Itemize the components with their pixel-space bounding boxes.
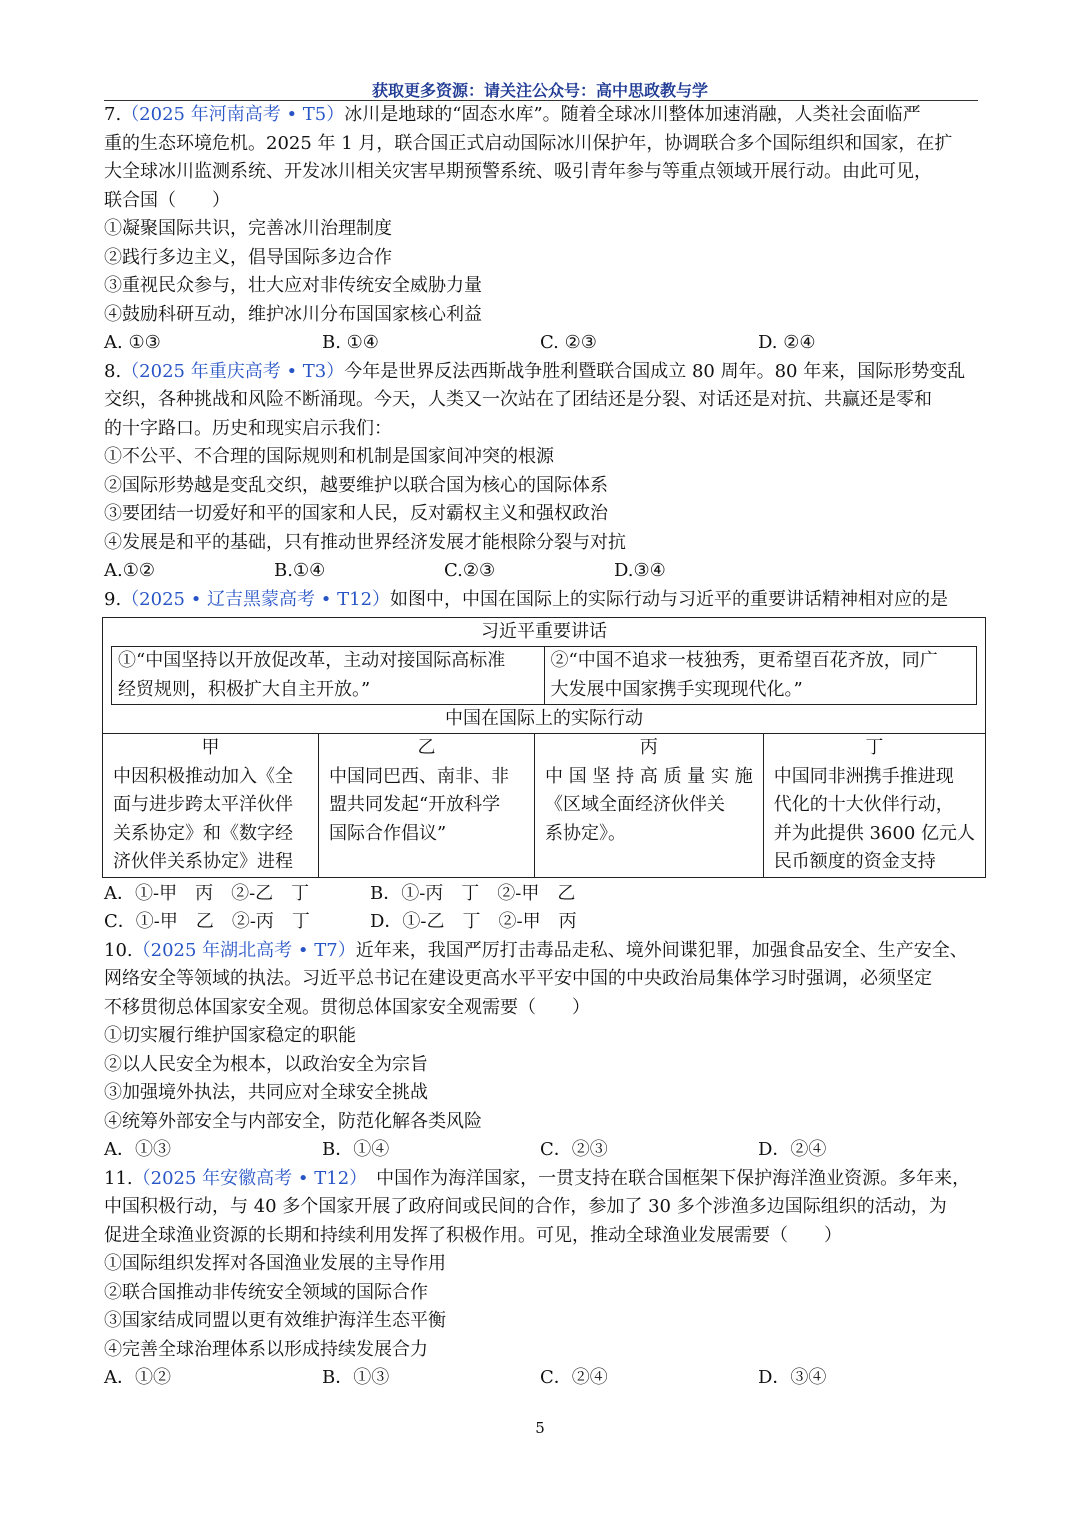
q9-options-row-2 — [104, 908, 978, 937]
q9-option-a: A．①-甲 丙 ②-乙 丁 — [104, 882, 310, 904]
q9-table — [102, 617, 986, 878]
q9-action-head: 丙 — [639, 737, 658, 758]
q10-option-b: B．①④ — [322, 1139, 390, 1160]
q8-option-a: A.①② — [104, 560, 155, 581]
q7-item-2: ②践行多边主义，倡导国际多边合作 — [104, 246, 392, 268]
q7-item-3: ③重视民众参与，壮大应对非传统安全威胁力量 — [104, 275, 482, 296]
q11-text-1: 中国积极行动，与 40 多个国家开展了政府间或民间的合作，参加了 30 多个涉渔多边国际组织的活动，为 — [104, 1196, 947, 1217]
q9-action-line: 关系协定》和《数字经 — [113, 822, 293, 844]
q9-option-b: B．①-丙 丁 ②-甲 乙 — [370, 882, 576, 904]
q11-source: （2025 年安徽高考 • T12） — [132, 1167, 359, 1189]
q9-speech-row — [111, 646, 977, 705]
q11-option-b: B．①③ — [322, 1367, 390, 1388]
q11-text-2: 促进全球渔业资源的长期和持续利用发挥了积极作用。可见，推动全球渔业发展需要（ ） — [104, 1224, 842, 1246]
q7-line-0 — [104, 101, 978, 130]
q9-action-line: 民币额度的资金支持 — [773, 851, 936, 872]
q9-action-line: 系协定》。 — [544, 822, 626, 844]
q9-text-0: 如图中，中国在国际上的实际行动与习近平的重要讲话精神相对应的是 — [390, 588, 949, 610]
q9-action-head: 丁 — [865, 737, 884, 758]
q9-action-line: 中国同巴西、南非、非 — [328, 765, 509, 787]
q11-option-a: A．①② — [104, 1367, 171, 1388]
q11-line-0 — [104, 1165, 978, 1194]
q7-text-2: 大全球冰川监测系统、开发冰川相关灾害早期预警系统、吸引青年参与等重点领域开展行动。由此可见， — [104, 161, 932, 182]
page-number: 5 — [535, 1419, 545, 1437]
q10-option-c: C．②③ — [540, 1139, 608, 1160]
q8-source: （2025 年重庆高考 • T3） — [121, 360, 345, 382]
q9-option-d: D．①-乙 丁 ②-甲 丙 — [370, 911, 577, 932]
q10-item-3: ③加强境外执法，共同应对全球安全挑战 — [104, 1082, 428, 1103]
q7-number: 7. — [104, 104, 122, 125]
q10-text-2: 不移贯彻总体国家安全观。贯彻总体国家安全观需要（ ） — [104, 996, 590, 1018]
q11-option-c: C．②④ — [540, 1367, 608, 1388]
q9-option-c: C．①-甲 乙 ②-丙 丁 — [104, 911, 310, 932]
q8-number: 8. — [104, 360, 122, 382]
q7-text-3: 联合国（ ） — [104, 189, 230, 211]
q9-action-line: 中国同非洲携手推进现 — [773, 765, 954, 787]
q7-text-1: 重的生态环境危机。2025 年 1 月，联合国正式启动国际冰川保护年，协调联合多个国际组织和国家，在扩 — [104, 132, 953, 154]
q7-option-d: D. ②④ — [758, 332, 816, 353]
q8-item-3: ③要团结一切爱好和平的国家和人民，反对霸权主义和强权政治 — [104, 503, 608, 524]
q10-item-2: ②以人民安全为根本，以政治安全为宗旨 — [104, 1053, 428, 1075]
q8-text-1: 交织，各种挑战和风险不断涌现。今天，人类又一次站在了团结还是分裂、对话还是对抗、共赢还是零和 — [104, 389, 932, 410]
q8-item-1: ①不公平、不合理的国际规则和机制是国家间冲突的根源 — [104, 446, 554, 467]
q9-line-0 — [104, 586, 978, 615]
q9-source: （2025 • 辽吉黑蒙高考 • T12） — [121, 588, 391, 610]
q9-action-bing — [534, 734, 763, 877]
page-header: 获取更多资源：请关注公众号：高中思政教与学 — [371, 81, 708, 100]
q9-action-jia — [103, 734, 318, 877]
q9-action-ding — [763, 734, 985, 877]
q8-line-0 — [104, 358, 978, 387]
q7-options — [104, 329, 978, 358]
q11-item-4: ④完善全球治理体系以形成持续发展合力 — [104, 1338, 428, 1360]
q9-actions-row — [103, 733, 985, 877]
q8-text-0: 今年是世界反法西斯战争胜利暨联合国成立 80 周年。80 年来，国际形势变乱 — [344, 360, 966, 382]
q9-table-title: 习近平重要讲话 — [481, 621, 607, 642]
q9-action-head: 甲 — [201, 737, 220, 758]
q11-text-0: 中国作为海洋国家，一贯支持在联合国框架下保护海洋渔业资源。多年来， — [358, 1167, 971, 1189]
q9-speech-right-line: 大发展中国家携手实现现代化。” — [550, 678, 803, 700]
q9-action-yi — [318, 734, 534, 877]
q9-action-line: 国际合作倡议” — [328, 822, 447, 844]
q10-source: （2025 年湖北高考 • T7） — [132, 939, 356, 961]
q9-number: 9. — [104, 588, 122, 610]
q9-action-line: 中 国 坚 持 高 质 量 实 施 — [544, 765, 753, 787]
q7-option-b: B. ①④ — [322, 332, 379, 353]
q10-text-1: 网络安全等领域的执法。习近平总书记在建设更高水平平安中国的中央政治局集体学习时强调，必须坚定 — [104, 968, 932, 989]
q10-number: 10. — [104, 939, 133, 961]
q8-text-2: 的十字路口。历史和现实启示我们： — [104, 417, 392, 439]
q7-item-1: ①凝聚国际共识，完善冰川治理制度 — [104, 218, 392, 239]
q9-actions-title: 中国在国际上的实际行动 — [445, 708, 643, 729]
q10-options — [104, 1136, 978, 1165]
q9-speech-left-line: 经贸规则，积极扩大自主开放。” — [118, 678, 371, 700]
q11-option-d: D．③④ — [758, 1367, 827, 1388]
q9-action-line: 面与进步跨太平洋伙伴 — [113, 794, 293, 815]
q10-option-a: A．①③ — [104, 1139, 171, 1160]
q7-option-a: A. ①③ — [104, 332, 161, 353]
q9-speech-right-line: ②“中国不追求一枝独秀，更希望百花齐放，同广 — [550, 650, 938, 671]
q9-action-line: 中因积极推动加入《全 — [113, 765, 293, 787]
q7-text-0: 冰川是地球的“固态水库”。随着全球冰川整体加速消融，人类社会面临严 — [344, 104, 921, 125]
q11-item-1: ①国际组织发挥对各国渔业发展的主导作用 — [104, 1253, 446, 1274]
q10-option-d: D．②④ — [758, 1139, 827, 1160]
q11-item-2: ②联合国推动非传统安全领域的国际合作 — [104, 1281, 428, 1303]
q8-item-4: ④发展是和平的基础，只有推动世界经济发展才能根除分裂与对抗 — [104, 531, 626, 553]
q7-option-c: C. ②③ — [540, 332, 597, 353]
q10-item-1: ①切实履行维护国家稳定的职能 — [104, 1025, 356, 1046]
q10-item-4: ④统筹外部安全与内部安全，防范化解各类风险 — [104, 1110, 482, 1132]
q11-number: 11. — [104, 1167, 133, 1189]
q11-item-3: ③国家结成同盟以更有效维护海洋生态平衡 — [104, 1310, 446, 1331]
q9-action-line: 代化的十大伙伴行动， — [773, 794, 954, 815]
q7-item-4: ④鼓励科研互动，维护冰川分布国国家核心利益 — [104, 303, 482, 325]
q9-action-line: 并为此提供 3600 亿元人 — [773, 822, 976, 844]
q9-action-line: 《区域全面经济伙伴关 — [544, 794, 725, 815]
q9-speech-right — [544, 647, 977, 704]
q9-speech-left — [112, 647, 544, 704]
q9-options-row-1 — [104, 880, 978, 909]
q9-action-line: 济伙伴关系协定》进程 — [113, 851, 293, 872]
q9-action-head: 乙 — [417, 737, 436, 758]
q8-option-b: B.①④ — [274, 560, 326, 581]
q10-line-0 — [104, 937, 978, 966]
q9-action-line: 盟共同发起“开放科学 — [328, 794, 501, 815]
q8-option-c: C.②③ — [444, 560, 496, 581]
page-content — [104, 101, 978, 1393]
q8-options — [104, 557, 978, 586]
q7-source: （2025 年河南高考 • T5） — [121, 104, 345, 125]
q8-option-d: D.③④ — [614, 560, 666, 581]
q11-options — [104, 1364, 978, 1393]
q8-item-2: ②国际形势越是变乱交织，越要维护以联合国为核心的国际体系 — [104, 474, 608, 496]
q9-speech-left-line: ①“中国坚持以开放促改革，主动对接国际高标准 — [118, 650, 506, 671]
q10-text-0: 近年来，我国严厉打击毒品走私、境外间谍犯罪，加强食品安全、生产安全、 — [355, 939, 968, 961]
